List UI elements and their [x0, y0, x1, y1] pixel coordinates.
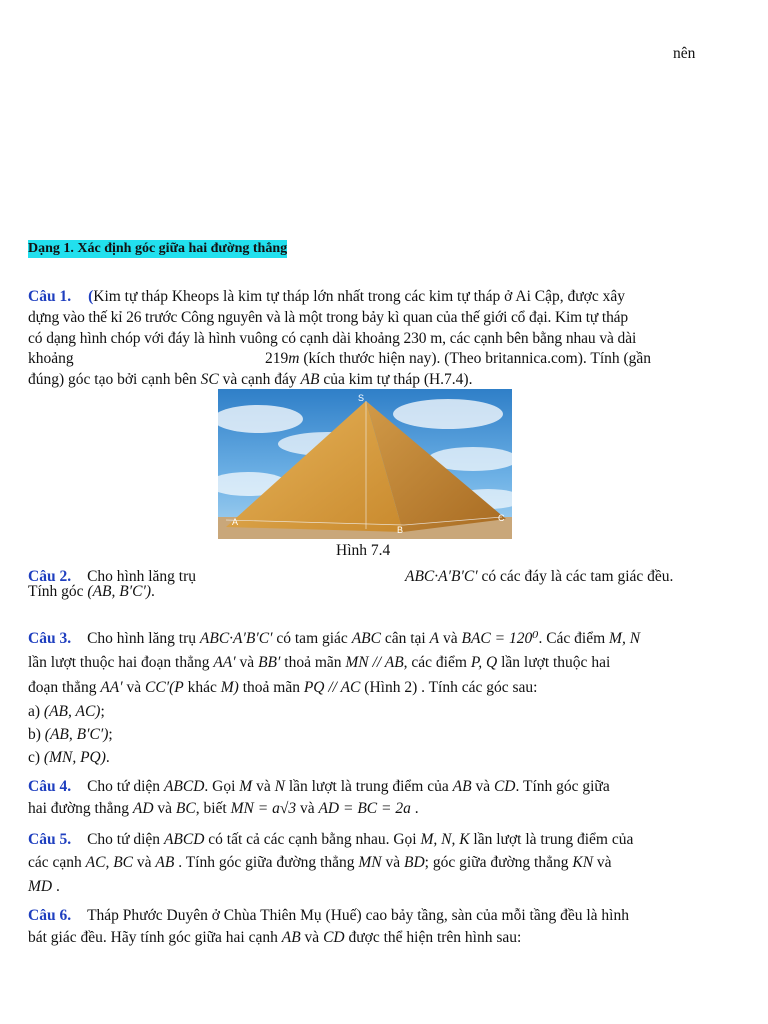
q3-c-math: (MN, PQ)	[43, 749, 106, 766]
q3-item-c	[28, 747, 110, 768]
q4-t2e: , biết	[195, 800, 231, 817]
q3-t3g: thoả mãn	[238, 679, 304, 696]
q3-t2g: , các điểm	[403, 654, 471, 671]
q3-m1f: A	[429, 630, 440, 647]
section-heading	[28, 239, 287, 257]
q3-a-math: (AB, AC)	[43, 703, 101, 720]
q4-t2g: và	[296, 800, 319, 817]
q4-t1i: và	[471, 778, 494, 795]
q3-m1b: ABC·A′B′C′	[199, 630, 273, 647]
q4-t1a: Cho tứ diện	[87, 778, 164, 795]
q5-m3a: MD	[28, 878, 53, 895]
q4-m2h: AD = BC = 2a	[318, 800, 411, 817]
q3-c-end: .	[105, 749, 110, 766]
q2-line-2	[28, 581, 155, 602]
q5-t2c: và	[133, 854, 156, 871]
section-heading-text: Dạng 1. Xác định góc giữa hai đường thẳng	[28, 241, 288, 256]
label-s: S	[358, 393, 365, 403]
q3-line-1	[28, 628, 640, 649]
q3-t1e: cân tại	[380, 630, 430, 647]
q1-math-sc: SC	[200, 371, 219, 388]
q3-t1i: . Các điểm	[538, 630, 610, 647]
q5-t3b: .	[52, 878, 60, 895]
q4-m1h: AB	[452, 778, 472, 795]
q4-label: Câu 4.	[28, 778, 72, 795]
q4-m2b: AD	[132, 800, 154, 817]
q3-b-label: b)	[28, 726, 45, 743]
q3-t3e: khác	[183, 679, 221, 696]
q3-b-end: ;	[108, 726, 113, 743]
q6-t1: Tháp Phước Duyên ở Chùa Thiên Mụ (Huế) cao bảy tầng, sàn của mỗi tầng đều là hình	[87, 907, 629, 924]
q3-c-label: c)	[28, 749, 44, 766]
q3-t3c: và	[122, 679, 146, 696]
label-c: C	[498, 513, 505, 523]
pyramid-photo	[218, 389, 512, 539]
q1-line-1	[28, 286, 625, 307]
q3-a-label: a)	[28, 703, 44, 720]
q6-t2a: bát giác đều. Hãy tính góc giữa hai cạnh	[28, 929, 282, 946]
q3-m2h: P, Q	[470, 654, 498, 671]
q1-line-5	[28, 369, 472, 390]
q2-line-1b	[405, 566, 673, 587]
label-a: A	[232, 517, 239, 527]
q5-t1c: có tất cả các cạnh bằng nhau. Gọi	[204, 831, 421, 848]
q5-t2i: ; góc giữa đường thẳng	[424, 854, 573, 871]
q5-t2e: . Tính góc giữa đường thẳng	[174, 854, 359, 871]
q1-text-5a: đúng) góc tạo bởi cạnh bên	[28, 371, 201, 388]
q3-line-2	[28, 652, 610, 673]
q5-t2g: và	[381, 854, 404, 871]
q6-line-1	[28, 905, 629, 926]
q1-text-5e: của kim tự tháp (H.7.4).	[319, 371, 473, 388]
q3-t2a: lần lượt thuộc hai đoạn thẳng	[28, 654, 214, 671]
q4-m2d: BC	[175, 800, 196, 817]
q1-line-4b	[265, 348, 651, 369]
q3-b-math: (AB, B′C′)	[44, 726, 109, 743]
q4-t1g: lần lượt là trung điểm của	[284, 778, 453, 795]
q3-m1j: M, N	[609, 630, 641, 647]
q5-line-3	[28, 876, 60, 897]
q4-line-2	[28, 798, 419, 819]
q5-t2a: các cạnh	[28, 854, 86, 871]
q1-label: Câu 1.	[28, 288, 72, 305]
q6-t2c: và	[300, 929, 324, 946]
q4-t1e: và	[252, 778, 275, 795]
q4-t2a: hai đường thẳng	[28, 800, 133, 817]
q1-text-1: Kim tự tháp Kheops là kim tự tháp lớn nhất trong các kim tự tháp ở Ai Cập, được xây	[93, 288, 625, 305]
q2-text-3: Tính góc	[28, 583, 84, 600]
q3-a-end: ;	[100, 703, 105, 720]
q5-line-2	[28, 852, 612, 873]
pyramid-illustration	[218, 389, 512, 539]
q3-m2d: BB′	[258, 654, 281, 671]
q1-math-ab: AB	[300, 371, 320, 388]
q3-item-b	[28, 724, 113, 745]
q5-m2d: AB	[155, 854, 175, 871]
q1-line-4a: khoảng	[28, 350, 74, 367]
label-b: B	[397, 525, 404, 535]
q4-t2i: .	[410, 800, 419, 817]
q3-m3b: AA′	[100, 679, 123, 696]
q3-m3f: M)	[220, 679, 239, 696]
q3-m3d: CC′(P	[145, 679, 184, 696]
q5-t2k: và	[593, 854, 612, 871]
q4-t2c: và	[153, 800, 176, 817]
q4-t1c: . Gọi	[204, 778, 240, 795]
q6-label: Câu 6.	[28, 907, 72, 924]
q3-t1c: có tam giác	[272, 630, 352, 647]
q3-m1h: BAC = 120⁰	[461, 630, 539, 647]
q3-line-3	[28, 677, 537, 698]
q3-t3i: (Hình 2) . Tính các góc sau:	[360, 679, 538, 696]
q2-math-2: (AB, B′C′)	[87, 583, 152, 600]
q4-m1b: ABCD	[163, 778, 205, 795]
q1-line-4-rest: (kích thước hiện nay). (Theo britannica.com). Tính (gần	[299, 350, 652, 367]
q4-m1j: CD	[493, 778, 516, 795]
q6-m2b: AB	[281, 929, 301, 946]
q5-t1e: lần lượt là trung điểm của	[469, 831, 634, 848]
q3-m2f: MN // AB	[345, 654, 404, 671]
q4-m1d: M	[239, 778, 253, 795]
q3-t3a: đoạn thẳng	[28, 679, 101, 696]
q5-line-1	[28, 829, 633, 850]
q2-dot: .	[151, 583, 155, 600]
q6-line-2	[28, 927, 521, 948]
q1-line-2: dựng vào thế kỉ 26 trước Công nguyên và là một trong bảy kì quan của thế giới cổ đại. Kim tự tháp	[28, 309, 628, 326]
q2-label: Câu 2.	[28, 568, 72, 585]
q3-t2c: và	[235, 654, 259, 671]
q5-m1d: M, N, K	[420, 831, 470, 848]
q5-t1a: Cho tứ diện	[87, 831, 164, 848]
q4-t1k: . Tính góc giữa	[515, 778, 610, 795]
q6-t2e: được thể hiện trên hình sau:	[344, 929, 522, 946]
q1-length-unit: m	[288, 350, 300, 367]
q3-t1g: và	[439, 630, 462, 647]
q3-label: Câu 3.	[28, 630, 72, 647]
q5-m2b: AC, BC	[85, 854, 134, 871]
q2-text-1: Cho hình lăng trụ	[87, 568, 197, 585]
q1-text-5c: và cạnh đáy	[218, 371, 301, 388]
q1-line-3: có dạng hình chóp với đáy là hình vuông có cạnh dài khoảng 230 m, các cạnh bên bằng nhau và dài	[28, 330, 637, 347]
header-word: nên	[673, 45, 696, 62]
q2-math-1: ABC·A′B′C′	[405, 568, 478, 585]
q3-t2e: thoả mãn	[280, 654, 346, 671]
q3-item-a	[28, 701, 105, 722]
q3-m1d: ABC	[351, 630, 381, 647]
q3-t1a: Cho hình lăng trụ	[87, 630, 200, 647]
q6-m2d: CD	[323, 929, 345, 946]
q4-m1f: N	[274, 778, 285, 795]
q5-m2j: KN	[572, 854, 594, 871]
q3-m2b: AA′	[213, 654, 236, 671]
q3-t2i: lần lượt thuộc hai	[497, 654, 611, 671]
q2-text-2: có các đáy là các tam giác đều.	[477, 568, 674, 585]
q5-m2f: MN	[358, 854, 382, 871]
q5-m2h: BD	[404, 854, 425, 871]
q1-length-value: 219	[265, 350, 289, 367]
q4-line-1	[28, 776, 610, 797]
q1-paren: (	[88, 288, 94, 305]
figure-caption: Hình 7.4	[336, 542, 391, 559]
q5-label: Câu 5.	[28, 831, 72, 848]
q3-m3h: PQ // AC	[303, 679, 361, 696]
q5-m1b: ABCD	[163, 831, 205, 848]
q4-m2f: MN = a√3	[230, 800, 297, 817]
